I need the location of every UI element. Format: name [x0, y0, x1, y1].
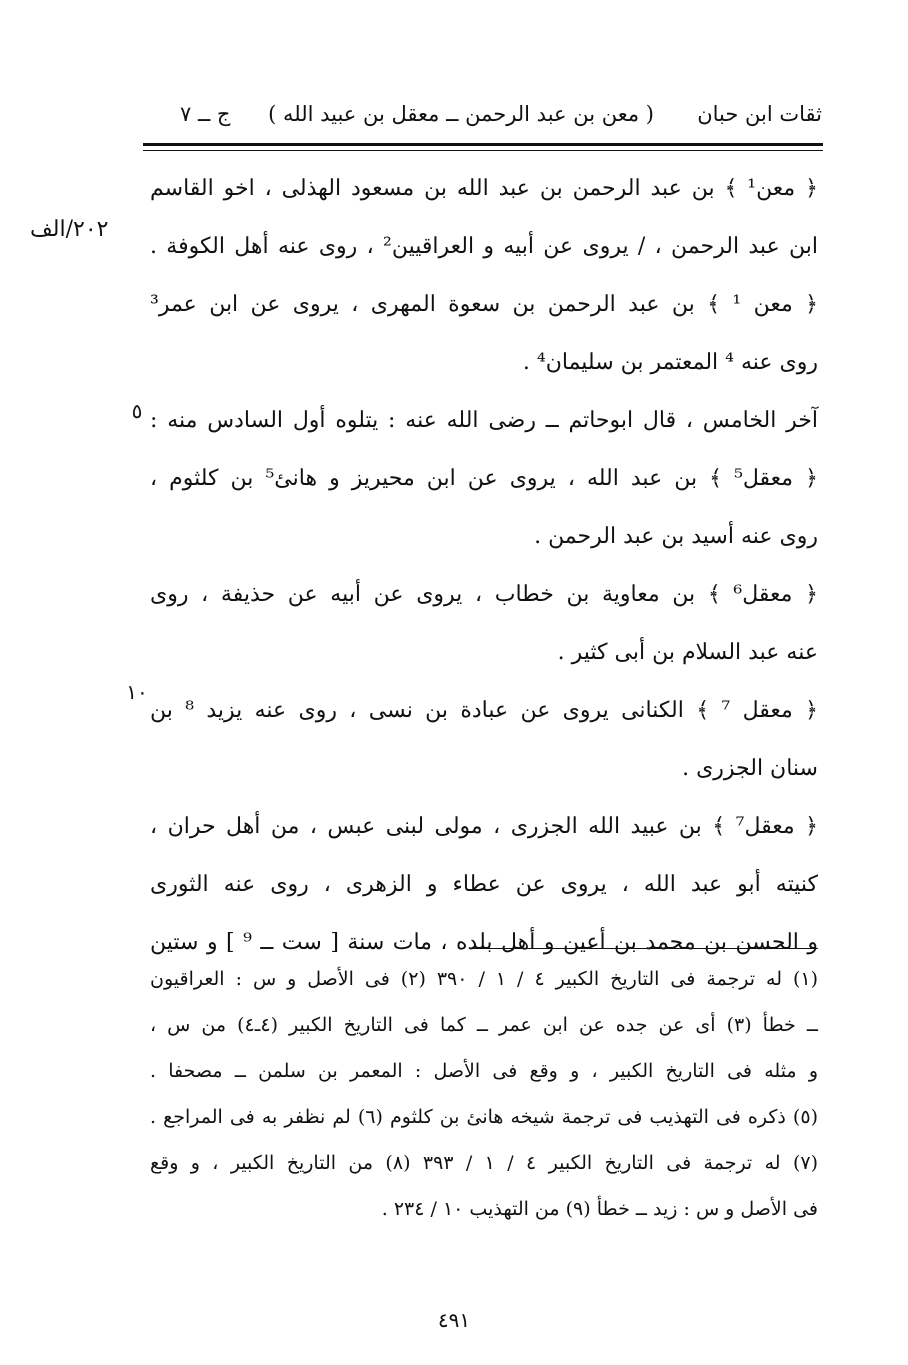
footnote-line: ــ خطأ (٣) أى عن جده عن ابن عمر ــ كما فى التاريخ الكبير (٤ـ٤) من س ، — [150, 1014, 818, 1036]
text-line: عنه عبد السلام بن أبى كثير . — [557, 640, 818, 665]
header-rule-thin — [143, 150, 823, 151]
text-line: روى عنه ⁴ المعتمر بن سليمان⁴ . — [522, 350, 818, 375]
text-line: آخر الخامس ، قال ابوحاتم ــ رضى الله عنه : يتلوه أول السادس منه : — [150, 408, 818, 433]
margin-line-number-5: ٥ — [131, 399, 143, 423]
text-line: ﴿ معن ¹ ﴾ بن عبد الرحمن بن سعوة المهرى ، يروى عن ابن عمر³ — [150, 292, 818, 317]
footnote-line: و مثله فى التاريخ الكبير ، و وقع فى الأصل : المعمر بن سلمن ــ مصحفا . — [150, 1060, 818, 1082]
text-line: ﴿ معن¹ ﴾ بن عبد الرحمن بن عبد الله بن مسعود الهذلى ، اخو القاسم — [150, 176, 818, 201]
margin-line-number-10: ١٠ — [126, 680, 148, 704]
footnote-separator — [470, 948, 818, 949]
running-header — [150, 96, 822, 136]
text-line: ﴿ معقل⁷ ﴾ بن عبيد الله الجزرى ، مولى لبنى عبس ، من أهل حران ، — [150, 814, 818, 839]
footnotes — [150, 956, 818, 1232]
footnote-line: (٥) ذكره فى التهذيب فى ترجمة شيخه هانئ بن كلثوم (٦) لم نظفر به فى المراجع . — [150, 1106, 818, 1128]
margin-folio-reference: ٢٠٢/الف — [30, 217, 109, 242]
text-line: سنان الجزرى . — [682, 756, 818, 781]
text-line: ﴿ معقل ⁷ ﴾ الكنانى يروى عن عبادة بن نسى ، روى عنه يزيد ⁸ بن — [150, 698, 818, 723]
footnote-line: (١) له ترجمة فى التاريخ الكبير ٤ / ١ / ٣٩٠ (٢) فى الأصل و س : العراقيون — [150, 968, 819, 990]
header-rule-thick — [143, 143, 823, 146]
text-line: ﴿ معقل⁵ ﴾ بن عبد الله ، يروى عن ابن محيريز و هانئ⁵ بن كلثوم ، — [150, 466, 818, 491]
main-text — [150, 160, 818, 972]
footnote-line: فى الأصل و س : زيد ــ خطأ (٩) من التهذيب ١٠ / ٢٣٤ . — [381, 1198, 818, 1220]
text-line: روى عنه أسيد بن عبد الرحمن . — [534, 524, 818, 549]
header-entry-range: ( معن بن عبد الرحمن ــ معقل بن عبيد الله ) — [268, 102, 654, 126]
text-line: ابن عبد الرحمن ، / يروى عن أبيه و العراقيين² ، روى عنه أهل الكوفة . — [150, 234, 818, 259]
header-volume: ج ــ ٧ — [180, 102, 231, 126]
text-line: ﴿ معقل⁶ ﴾ بن معاوية بن خطاب ، يروى عن أبيه عن حذيفة ، روى — [150, 582, 818, 607]
text-line: و الحسن بن محمد بن أعين و أهل بلده ، مات سنة [ ست ــ ⁹ ] و ستين — [150, 930, 818, 955]
header-book-title: ثقات ابن حبان — [697, 102, 822, 126]
footnote-line: (٧) له ترجمة فى التاريخ الكبير ٤ / ١ / ٣٩٣ (٨) من التاريخ الكبير ، و وقع — [150, 1152, 819, 1174]
text-line: كنيته أبو عبد الله ، يروى عن عطاء و الزهرى ، روى عنه الثورى — [150, 872, 818, 897]
page-number: ٤٩١ — [437, 1308, 471, 1332]
